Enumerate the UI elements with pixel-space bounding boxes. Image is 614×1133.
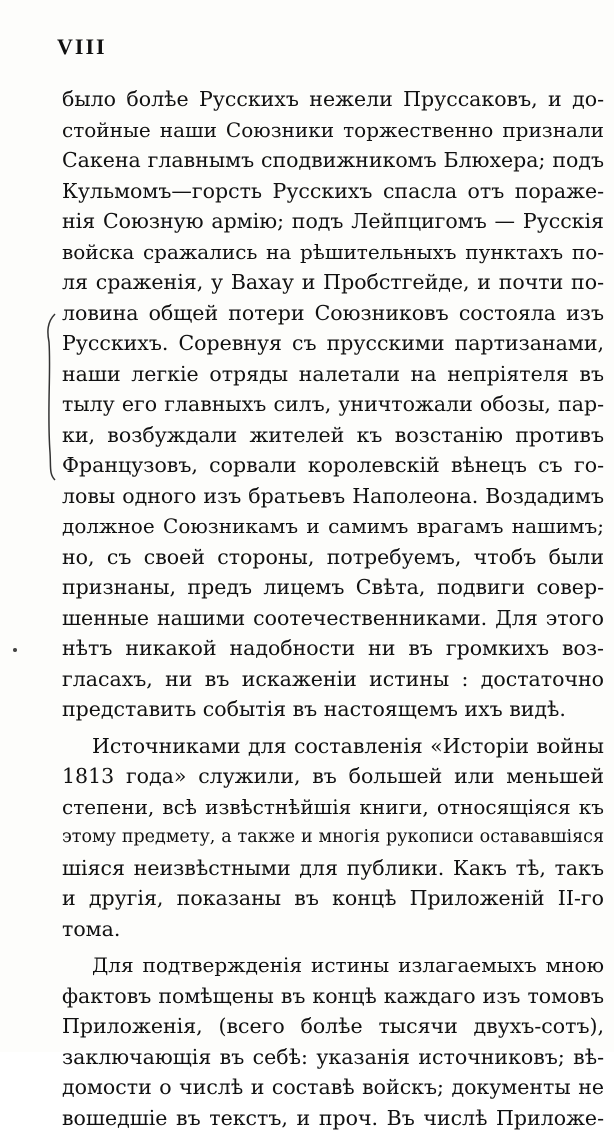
text-line: Для подтвержденія истины излагаемыхъ мною <box>62 950 604 981</box>
paragraph-3 <box>62 950 604 1133</box>
text-line: тылу его главныхъ силъ, уничтожали обозы, пар- <box>62 389 604 420</box>
text-line: и другія, показаны въ концѣ Приложеній II-го <box>62 883 604 914</box>
text-line: нія Союзную армію; подъ Лейпцигомъ — Русскія <box>62 206 604 237</box>
text-line: Русскихъ. Соревнуя съ прусскими партизанами, <box>62 328 604 359</box>
text-line: гласахъ, ни въ искаженіи истины : достаточно <box>62 664 604 695</box>
body-text <box>62 84 604 1133</box>
text-line: ловы одного изъ братьевъ Наполеона. Воздадимъ <box>62 481 604 512</box>
text-line: шенные нашими соотечественниками. Для этого <box>62 603 604 634</box>
text-line: шіяся неизвѣстными для публики. Какъ тѣ, такъ <box>62 853 604 884</box>
text-line: но, съ своей стороны, потребуемъ, чтобъ были <box>62 542 604 573</box>
text-line: 1813 года» служили, въ большей или меньшей <box>62 761 604 792</box>
text-line: Кульмомъ—горсть Русскихъ спасла отъ пораже- <box>62 176 604 207</box>
page-number: VIII <box>57 34 107 60</box>
text-line: заключающія въ себѣ: указанія источниковъ; вѣ- <box>62 1042 604 1073</box>
text-line: наши легкіе отряды налетали на непріятеля въ <box>62 359 604 390</box>
text-line: вошедшіе въ текстъ, и проч. Въ числѣ Приложе- <box>62 1103 604 1133</box>
text-line: признаны, предъ лицемъ Свѣта, подвиги совер- <box>62 572 604 603</box>
text-line: нѣтъ никакой надобности ни въ громкихъ воз- <box>62 633 604 664</box>
text-line: стойные наши Союзники торжественно признали <box>62 115 604 146</box>
text-line: было болѣе Русскихъ нежели Пруссаковъ, и до- <box>62 84 604 115</box>
text-line: ля сраженія, у Вахау и Пробстгейде, и почти по- <box>62 267 604 298</box>
text-line: войска сражались на рѣшительныхъ пунктахъ по- <box>62 237 604 268</box>
text-line: Сакена главнымъ сподвижникомъ Блюхера; подъ <box>62 145 604 176</box>
text-line: должное Союзникамъ и самимъ врагамъ нашимъ; <box>62 511 604 542</box>
margin-pencil-mark <box>41 312 59 482</box>
text-line: этому предмету, а также и многія рукописи остававшіяся <box>62 822 604 853</box>
text-line: домости о числѣ и составѣ войскъ; документы не <box>62 1072 604 1103</box>
text-line: степени, всѣ извѣстнѣйшія книги, относящіяся къ <box>62 792 604 823</box>
text-line: Французовъ, сорвали королевскій вѣнецъ съ го- <box>62 450 604 481</box>
text-line: ки, возбуждали жителей къ возстанію противъ <box>62 420 604 451</box>
text-line: ловина общей потери Союзниковъ состояла изъ <box>62 298 604 329</box>
text-line: Приложенія, (всего болѣе тысячи двухъ-сотъ), <box>62 1011 604 1042</box>
paragraph-1 <box>62 84 604 725</box>
text-line: фактовъ помѣщены въ концѣ каждаго изъ томовъ <box>62 981 604 1012</box>
paper-speck <box>13 648 17 652</box>
text-line: представить событія въ настоящемъ ихъ видѣ. <box>62 694 604 725</box>
text-line: Источниками для составленія «Исторіи войны <box>62 731 604 762</box>
text-line: тома. <box>62 914 604 945</box>
paragraph-2 <box>62 731 604 945</box>
